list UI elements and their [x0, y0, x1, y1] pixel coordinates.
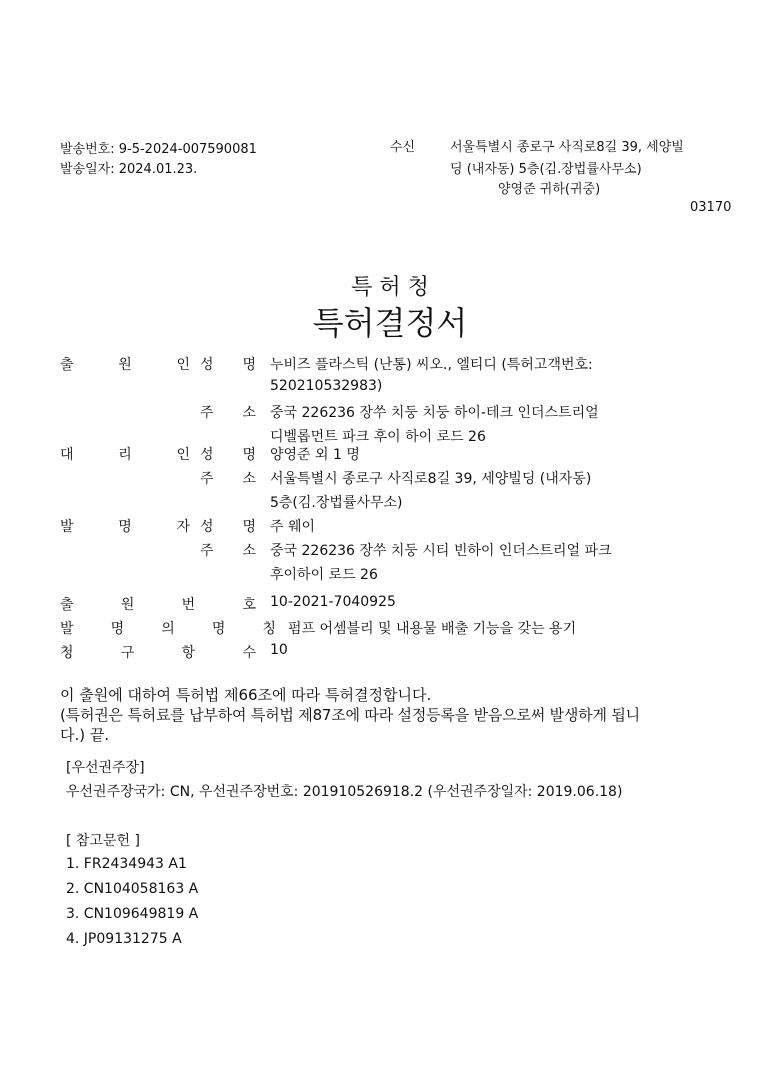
decision-statement: 이 출원에 대하여 특허법 제66조에 따라 특허결정합니다. — [60, 686, 432, 704]
applicant-address-label: 주 소 — [200, 405, 256, 421]
reference-item: 1. FR2434943 A1 — [66, 856, 187, 872]
issuing-office: 특 허 청 — [351, 275, 429, 300]
agent-address-line2: 5층(김.장법률사무소) — [270, 495, 403, 511]
agent-address-line1: 서울특별시 종로구 사직로8길 39, 세양빌딩 (내자동) — [270, 471, 592, 487]
agent-name-label: 성 명 — [200, 447, 256, 463]
document-title: 특허결정서 — [312, 304, 468, 342]
recipient-label: 수신 — [390, 140, 416, 155]
decision-note-line1: (특허권은 특허료를 납부하여 특허법 제87조에 따라 설정등록을 받음으로써 발생하게 됩니 — [60, 706, 640, 724]
inventor-address-label: 주 소 — [200, 543, 256, 559]
applicant-customer-number: 520210532983) — [270, 378, 383, 394]
agent-name: 양영준 외 1 명 — [270, 447, 360, 463]
application-number: 10-2021-7040925 — [270, 594, 396, 610]
recipient-name: 양영준 귀하(귀중) — [498, 182, 601, 197]
priority-heading: [우선권주장] — [66, 760, 145, 776]
application-number-label: 출 원 번 호 — [60, 597, 256, 613]
inventor-name-label: 성 명 — [200, 519, 256, 535]
applicant-name-label: 성 명 — [200, 357, 256, 373]
recipient-address-line1: 서울특별시 종로구 사직로8길 39, 세양빌 — [450, 140, 684, 155]
agent-address-label: 주 소 — [200, 471, 256, 487]
references-heading: [ 참고문헌 ] — [66, 833, 140, 849]
reference-item: 4. JP09131275 A — [66, 931, 182, 947]
agent-label: 대 리 인 — [60, 447, 190, 463]
claims-count-label: 청 구 항 수 — [60, 645, 256, 661]
recipient-address-line2: 딩 (내자동) 5층(김.장법률사무소) — [450, 162, 642, 177]
postal-code: 03170 — [690, 200, 732, 215]
inventor-name: 주 웨이 — [270, 519, 316, 535]
reference-item: 2. CN104058163 A — [66, 881, 199, 897]
invention-title: 펌프 어셈블리 및 내용물 배출 기능을 갖는 용기 — [288, 621, 577, 637]
priority-claim: 우선권주장국가: CN, 우선권주장번호: 201910526918.2 (우선권주장일자: 2019.06.18) — [66, 784, 623, 800]
claims-count: 10 — [270, 642, 288, 658]
applicant-address-line1: 중국 226236 장쑤 치둥 치둥 하이-테크 인더스트리얼 — [270, 405, 599, 421]
reference-item: 3. CN109649819 A — [66, 906, 199, 922]
applicant-label: 출 원 인 — [60, 357, 190, 373]
send-date: 발송일자: 2024.01.23. — [60, 162, 198, 177]
invention-title-label: 발 명 의 명 칭 — [60, 621, 276, 637]
applicant-name: 누비즈 플라스틱 (난통) 씨오., 엘티디 (특허고객번호: — [270, 357, 593, 373]
decision-note-line2: 다.) 끝. — [60, 726, 110, 744]
send-number: 발송번호: 9-5-2024-007590081 — [60, 142, 257, 157]
inventor-address-line1: 중국 226236 장쑤 치둥 시티 빈하이 인더스트리얼 파크 — [270, 543, 612, 559]
inventor-address-line2: 후이하이 로드 26 — [270, 567, 378, 583]
inventor-label: 발 명 자 — [60, 519, 190, 535]
applicant-address-line2: 디벨롭먼트 파크 후이 하이 로드 26 — [270, 429, 486, 445]
